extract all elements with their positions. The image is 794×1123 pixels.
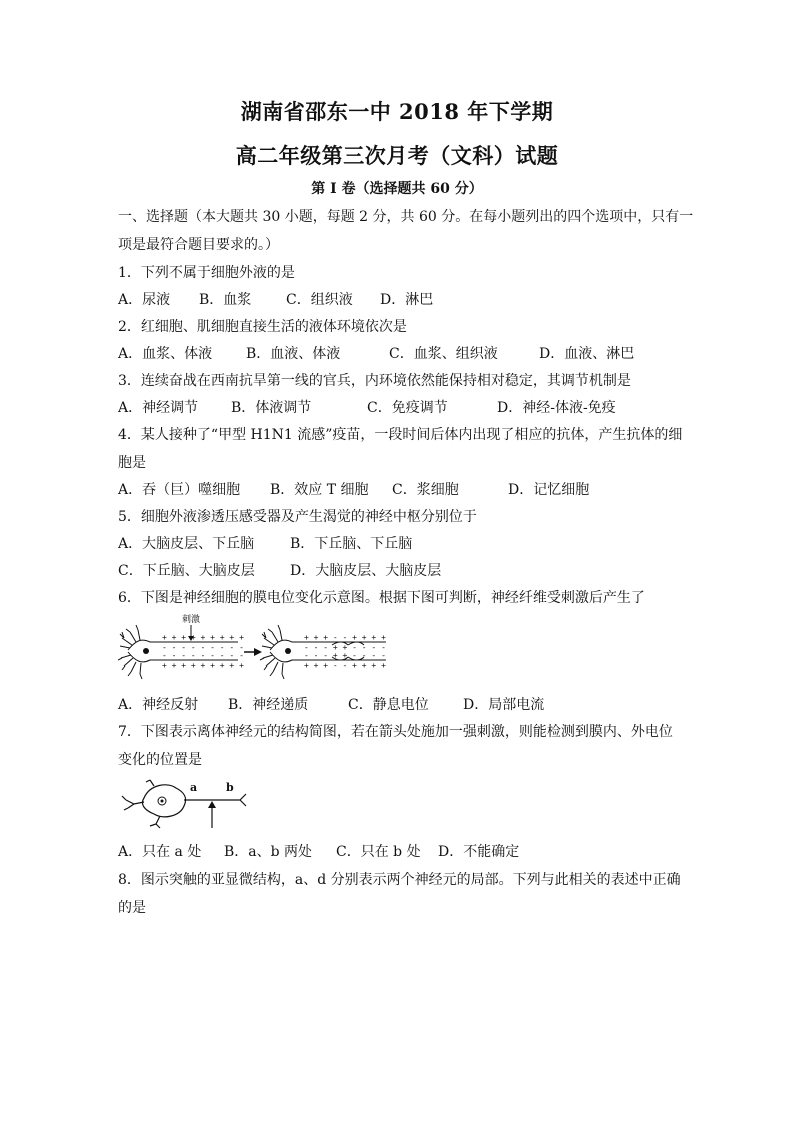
neuron-nucleus-inner (161, 800, 164, 803)
question-1-stem: 1．下列不属于细胞外液的是 (118, 265, 295, 281)
point-a-label: a (190, 781, 198, 794)
membrane-potential-figure (118, 612, 390, 684)
instructions-line1: 一、选择题（本大题共 30 小题，每题 2 分，共 60 分。在每小题列出的四个选项中，只有一 (118, 209, 694, 225)
question-7-option-c[interactable]: C．只在 b 处 (336, 844, 421, 860)
neuron-right-nucleus (285, 648, 291, 654)
question-6-option-d[interactable]: D．局部电流 (463, 697, 545, 713)
question-3-stem: 3．连续奋战在西南抗旱第一线的官兵，内环境依然能保持相对稳定，其调节机制是 (118, 373, 631, 389)
question-3-option-a[interactable]: A．神经调节 (118, 400, 199, 416)
point-b-label: b (226, 781, 234, 794)
question-3-option-d[interactable]: D．神经-体液-免疫 (497, 400, 616, 416)
transition-arrowhead (254, 648, 262, 656)
question-2-option-b[interactable]: B．血液、体液 (246, 346, 341, 362)
question-4-option-d[interactable]: D．记忆细胞 (508, 482, 590, 498)
question-6-option-b[interactable]: B．神经递质 (228, 697, 309, 713)
question-3-option-b[interactable]: B．体液调节 (231, 400, 312, 416)
question-7-stem-line2: 变化的位置是 (118, 752, 202, 768)
question-7-option-b[interactable]: B．a、b 两处 (224, 844, 313, 860)
question-4-option-c[interactable]: C．浆细胞 (392, 482, 459, 498)
question-5-option-d[interactable]: D．大脑皮层、大脑皮层 (290, 563, 442, 579)
question-2-option-a[interactable]: A．血浆、体液 (118, 346, 213, 362)
question-5-stem: 5．细胞外液渗透压感受器及产生渴觉的神经中枢分别位于 (118, 509, 477, 525)
question-4-stem-line1: 4．某人接种了“甲型 H1N1 流感”疫苗，一段时间后体内出现了相应的抗体，产生抗体的细 (118, 427, 683, 443)
question-2-option-d[interactable]: D．血液、淋巴 (539, 346, 635, 362)
exam-title-line1: 湖南省邵东一中 2018 年下学期 (240, 99, 554, 124)
question-7-stem-line1: 7．下图表示离体神经元的结构简图，若在箭头处施加一强刺激，则能检测到膜内、外电位 (118, 724, 673, 740)
question-5-option-a[interactable]: A．大脑皮层、下丘脑 (118, 536, 255, 552)
exam-title-line2: 高二年级第三次月考（文科）试题 (235, 143, 559, 168)
question-2-option-c[interactable]: C．血浆、组织液 (389, 346, 498, 362)
question-6-option-a[interactable]: A．神经反射 (118, 697, 199, 713)
neuron-right-charges: + + + - - + + + + - - - + + - - - - - - - + + - - - - + + + - - + + + + (304, 633, 386, 670)
section-title: 第 I 卷（选择题共 60 分） (311, 181, 483, 197)
question-5-option-b[interactable]: B．下丘脑、下丘脑 (290, 536, 413, 552)
question-1-option-d[interactable]: D．淋巴 (380, 292, 434, 308)
instructions-line2: 项是最符合题目要求的。） (118, 237, 279, 253)
question-8-stem-line1: 8．图示突触的亚显微结构，a、d 分别表示两个神经元的局部。下列与此相关的表述中正确 (118, 872, 681, 888)
question-7-option-d[interactable]: D．不能确定 (438, 844, 520, 860)
question-7-option-a[interactable]: A．只在 a 处 (118, 844, 202, 860)
question-4-stem-line2: 胞是 (118, 455, 146, 471)
neuron-left-charges: + + + + + + + + + - - - - - - - - - - - - - - - - - - + + + + + + + + + (162, 633, 244, 670)
question-5-option-c[interactable]: C．下丘脑、大脑皮层 (118, 563, 255, 579)
question-3-option-c[interactable]: C．免疫调节 (367, 400, 448, 416)
question-6-stem: 6．下图是神经细胞的膜电位变化示意图。根据下图可判断，神经纤维受刺激后产生了 (118, 590, 645, 606)
question-8-stem-line2: 的是 (118, 900, 146, 916)
stimulus-label: 刺激 (182, 615, 201, 625)
stimulus-arrow-head (208, 801, 216, 808)
question-2-stem: 2．红细胞、肌细胞直接生活的液体环境依次是 (118, 319, 407, 335)
question-4-option-a[interactable]: A．吞（巨）噬细胞 (118, 482, 241, 498)
question-6-option-c[interactable]: C．静息电位 (348, 697, 429, 713)
neuron-left-nucleus (143, 648, 149, 654)
question-1-option-c[interactable]: C．组织液 (286, 292, 353, 308)
neuron-structure-figure (120, 776, 250, 830)
question-4-option-b[interactable]: B．效应 T 细胞 (270, 482, 369, 498)
question-1-option-a[interactable]: A．尿液 (118, 292, 171, 308)
question-1-option-b[interactable]: B．血浆 (199, 292, 252, 308)
